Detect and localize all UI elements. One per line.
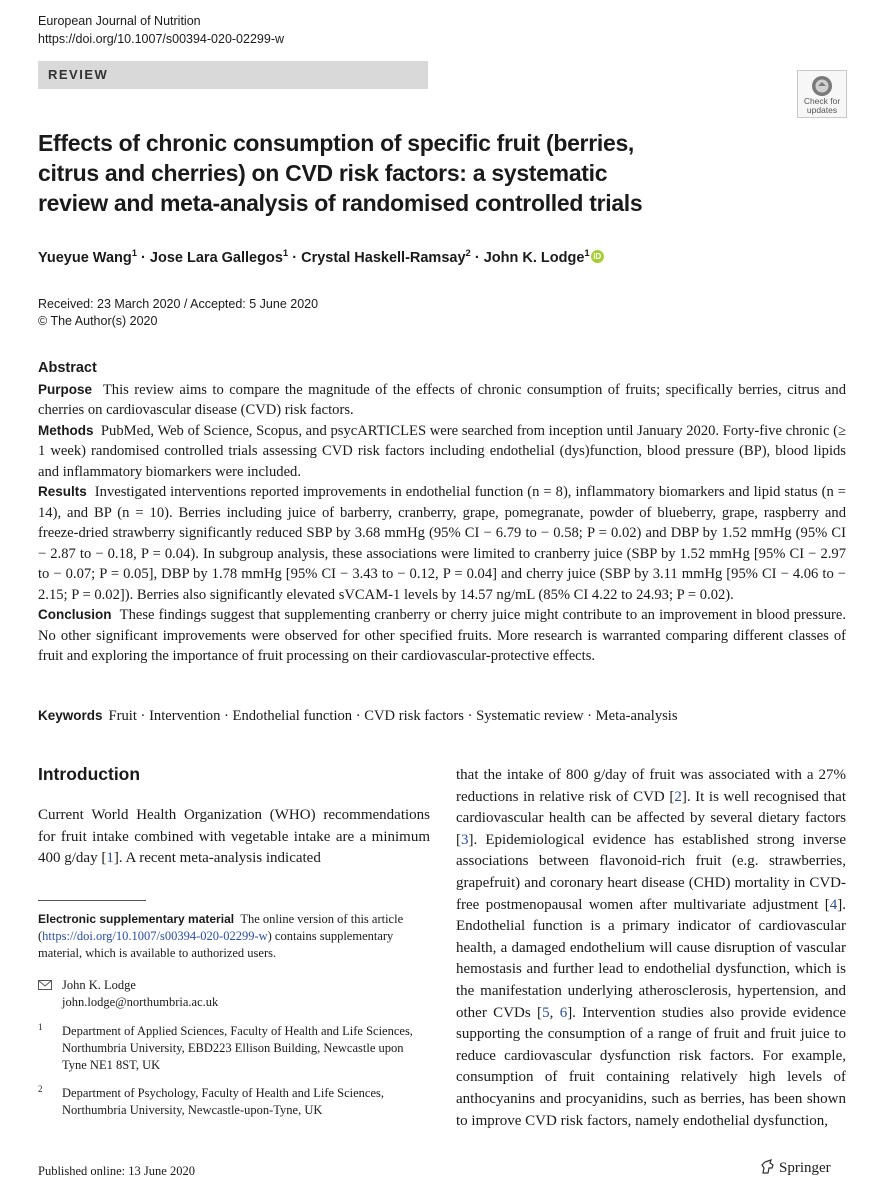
article-title: Effects of chronic consumption of specific fruit (berries, citrus and cherries) on CVD risk factors: a systematic review and meta-analysis of randomised controlled trials: [38, 130, 643, 216]
abstract-label: Purpose: [38, 381, 93, 397]
abstract-label: Methods: [38, 422, 94, 438]
supplementary-text: ) contains supplementary material, which is available to authorized users.: [38, 929, 394, 960]
body-text: Current World Health Organization (WHO) recommendations for fruit intake combined with vegetable intake are a minimum 400 g/day [: [38, 807, 430, 866]
abstract-text: This review aims to compare the magnitude of the effects of chronic consumption of fruits; specifically berries, citrus and cherries on cardiovascular disease (CVD) risk factors.: [38, 381, 846, 418]
affiliation-2: [38, 1085, 430, 1119]
affiliation-number: 1: [38, 1022, 43, 1032]
body-text: ]. Endothelial function is a primary indicator of cardiovascular health, a damaged endothelium will cause disruption of vascular hemostasis and further lead to endothelial dysfunction, which is the manifestation underlying atherosclerosis, hypertension, and other CVDs [: [456, 896, 846, 1021]
received-accepted: Received: 23 March 2020 / Accepted: 5 June 2020: [38, 297, 319, 311]
author-name[interactable]: Crystal Haskell-Ramsay: [301, 249, 466, 266]
abstract-text: PubMed, Web of Science, Scopus, and psycARTICLES were searched from inception until January 2020. Forty-five chronic (≥ 1 week) randomised controlled trials assessing CVD risk factors including endothelial (dys)function, blood pressure (BP), blood lipids and inflammatory biomarkers were included.: [38, 422, 846, 480]
body-text: ]. Intervention studies also provide evidence supporting the consumption of a range of fruit and fruit juice to reduce cardiovascular dysfunction risk factors. For example, consumption of fruit containing relatively high levels of anthocyanins and procyanidins, such as berries, has been shown to improve CVD risk factors, namely endothelial dysfunction,: [456, 1004, 847, 1129]
supplementary-url[interactable]: https://doi.org/10.1007/s00394-020-02299-w: [42, 929, 268, 943]
citation-link[interactable]: 3: [461, 831, 469, 848]
citation-link[interactable]: 2: [674, 788, 682, 805]
author-name[interactable]: Yueyue Wang: [38, 249, 132, 266]
abstract-methods: [38, 421, 846, 483]
citation-separator: ,: [549, 1004, 560, 1021]
keywords-text: Fruit · Intervention · Endothelial function · CVD risk factors · Systematic review · Meta-analysis: [108, 708, 678, 724]
introduction-heading: Introduction: [38, 764, 141, 784]
copyright: © The Author(s) 2020: [38, 314, 158, 328]
affiliation-text: Department of Applied Sciences, Faculty of Health and Life Sciences, Northumbria University, EBD223 Ellison Building, Newcastle upon Tyne NE1 8ST, UK: [62, 1024, 413, 1072]
introduction-right-column: [456, 765, 846, 1132]
author-separator: ·: [470, 249, 484, 266]
publisher-logo[interactable]: [760, 1159, 831, 1177]
correspondence-name: John K. Lodge: [62, 978, 136, 992]
author-affiliation-mark: 1: [584, 248, 590, 259]
citation-link[interactable]: 4: [829, 896, 838, 913]
journal-header: [38, 12, 284, 48]
author-separator: ·: [288, 249, 302, 266]
body-text: ]. It is well recognised that cardiovascular health can be affected by several dietary factors [: [456, 788, 846, 848]
footnote-divider: [38, 900, 146, 901]
body-text: ]. Epidemiological evidence has established strong inverse associations between flavonoid-rich fruit (e.g. strawberries, grapefruit) and coronary heart disease (CHD) mortality in CVD-free postmenopausal women after multivariate adjustment [: [456, 831, 846, 913]
journal-name: European Journal of Nutrition: [38, 14, 201, 28]
citation-link[interactable]: 6: [559, 1004, 568, 1021]
check-for-updates-badge[interactable]: [797, 70, 847, 118]
author-affiliation-mark: 1: [131, 248, 138, 259]
abstract-purpose: [38, 380, 846, 421]
keywords: [38, 706, 846, 726]
supplementary-note: [38, 911, 430, 962]
abstract-label: Results: [38, 484, 87, 499]
section-label: REVIEW: [48, 67, 109, 82]
springer-horse-icon: [760, 1159, 776, 1175]
supplementary-label: Electronic supplementary material: [38, 912, 235, 926]
journal-doi[interactable]: https://doi.org/10.1007/s00394-020-02299-w: [38, 32, 285, 46]
supplementary-text: The online version of this article (: [38, 912, 404, 943]
article-dates: [38, 296, 318, 330]
check-updates-label: Check for updates: [803, 96, 841, 115]
author-name[interactable]: Jose Lara Gallegos: [149, 249, 283, 266]
affiliation-text: Department of Psychology, Faculty of Health and Life Sciences, Northumbria University, Newcastle-upon-Tyne, UK: [62, 1086, 385, 1117]
citation-link[interactable]: 5: [542, 1004, 550, 1021]
citation-link[interactable]: 1: [106, 850, 114, 866]
author-list: [38, 244, 838, 268]
introduction-left-column: [38, 805, 430, 870]
publisher-name: Springer: [779, 1160, 831, 1176]
correspondence: [38, 977, 430, 1011]
abstract-conclusion: [38, 605, 846, 667]
abstract: [38, 358, 846, 667]
section-bar: [38, 61, 428, 89]
check-updates-icon: [811, 75, 833, 97]
author-affiliation-mark: 2: [465, 248, 471, 259]
author-affiliation-mark: 1: [282, 248, 289, 259]
affiliation-1: [38, 1023, 430, 1074]
author-separator: ·: [137, 249, 150, 266]
published-date: Published online: 13 June 2020: [38, 1164, 195, 1178]
abstract-label: Conclusion: [38, 607, 112, 622]
abstract-text: Investigated interventions reported improvements in endothelial function (n = 8), inflammatory biomarkers and lipid status (n = 14), and BP (n = 10). Berries including juice of barberry, cranberry, grape, pomegranate, powder of blueberry, grape, raspberry and freeze-dried strawberry significantly reduced SBP by 3.68 mmHg (95% CI − 6.79 to − 0.58; P = 0.02) and DBP by 1.52 mmHg (95% CI − 2.87 to − 0.18, P = 0.04). In subgroup analysis, these associations were limited to cranberry juice (SBP by 1.52 mmHg [95% CI − 2.97 to − 0.07; P = 0.05], DBP by 1.78 mmHg [95% CI − 3.43 to − 0.12, P = 0.04] and cherry juice (SBP by 3.11 mmHg [95% CI − 4.06 to − 2.15; P = 0.02]). Berries also significantly elevated sVCAM-1 levels by 14.57 ng/mL (85% CI 4.22 to 24.93; P = 0.02).: [38, 484, 846, 603]
orcid-icon[interactable]: iD: [591, 250, 604, 263]
keywords-label: Keywords: [38, 708, 103, 723]
abstract-text: These findings suggest that supplementing cranberry or cherry juice might contribute to an improvement in blood pressure. No other significant improvements were observed for other specified fruits. More research is warranted comparing different classes of fruit and exploring the importance of fruit processing on their cardiovascular-protective effects.: [38, 607, 846, 664]
affiliation-number: 2: [38, 1084, 43, 1094]
body-text: that the intake of 800 g/day of fruit was associated with a 27% reductions in relative risk of CVD [: [456, 767, 846, 805]
author-name[interactable]: John K. Lodge: [483, 249, 585, 266]
correspondence-email[interactable]: john.lodge@northumbria.ac.uk: [62, 995, 219, 1009]
abstract-heading: Abstract: [38, 360, 97, 376]
abstract-results: [38, 482, 846, 605]
envelope-icon: [38, 980, 52, 990]
body-text: ]. A recent meta-analysis indicated: [113, 850, 321, 866]
